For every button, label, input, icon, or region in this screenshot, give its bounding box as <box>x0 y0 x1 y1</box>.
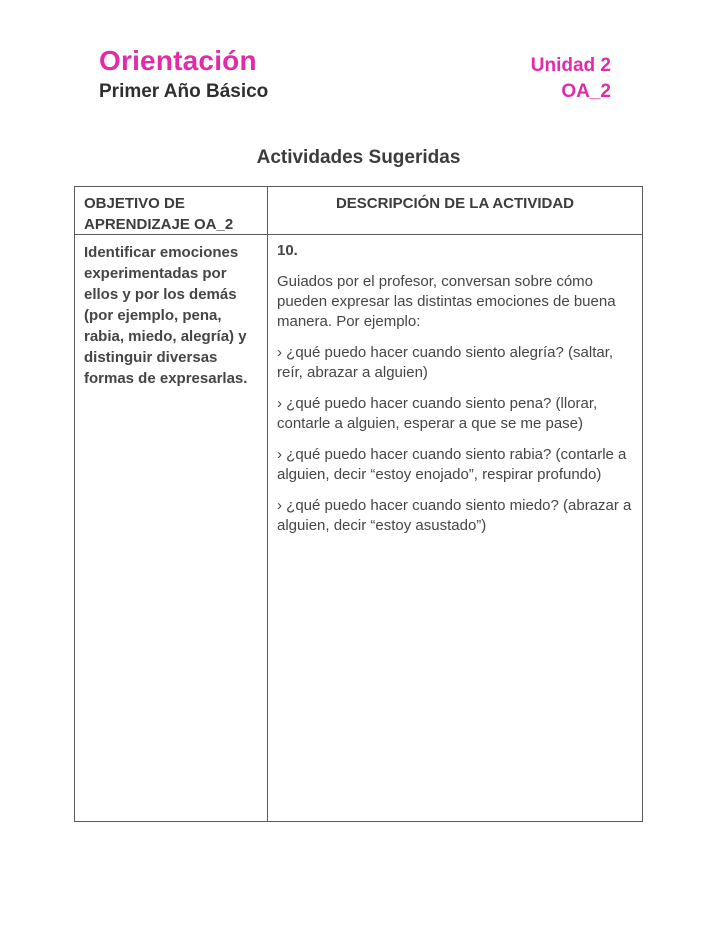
objective-cell: Identificar emociones experimentadas por ellos y por los demás (por ejemplo, pena, rabia, miedo, alegría) y distinguir diversas formas de expresarlas. <box>75 235 268 821</box>
table-header-row <box>75 187 642 235</box>
doc-header-right <box>531 53 611 105</box>
activity-number: 10. <box>277 242 298 259</box>
unit-label: Unidad 2 <box>530 55 611 76</box>
table-body-row <box>75 235 642 821</box>
activity-bullet-rabia: › ¿qué puedo hacer cuando siento rabia? (contarle a alguien, decir “estoy enojado”, respirar profundo) <box>277 446 627 483</box>
objective-header-cell: OBJETIVO DE APRENDIZAJE OA_2 <box>75 187 268 234</box>
oa-label: OA_2 <box>561 81 611 102</box>
activity-bullet-alegria: › ¿qué puedo hacer cuando siento alegría? (saltar, reír, abrazar a alguien) <box>277 344 614 381</box>
activities-table <box>74 186 643 822</box>
activity-cell <box>268 235 642 821</box>
grade-subtitle: Primer Año Básico <box>99 81 269 102</box>
page-title: Actividades Sugeridas <box>256 147 461 168</box>
activity-bullet-miedo: › ¿qué puedo hacer cuando siento miedo? (abrazar a alguien, decir “estoy asustado”) <box>277 497 632 534</box>
subject-title: Orientación <box>99 45 257 76</box>
activity-intro: Guiados por el profesor, conversan sobre cómo pueden expresar las distintas emociones de buena manera. Por ejemplo: <box>277 273 616 330</box>
activity-bullet-pena: › ¿qué puedo hacer cuando siento pena? (llorar, contarle a alguien, esperar a que se me pase) <box>277 395 598 432</box>
doc-header <box>99 44 268 104</box>
description-header-cell: DESCRIPCIÓN DE LA ACTIVIDAD <box>335 195 575 212</box>
